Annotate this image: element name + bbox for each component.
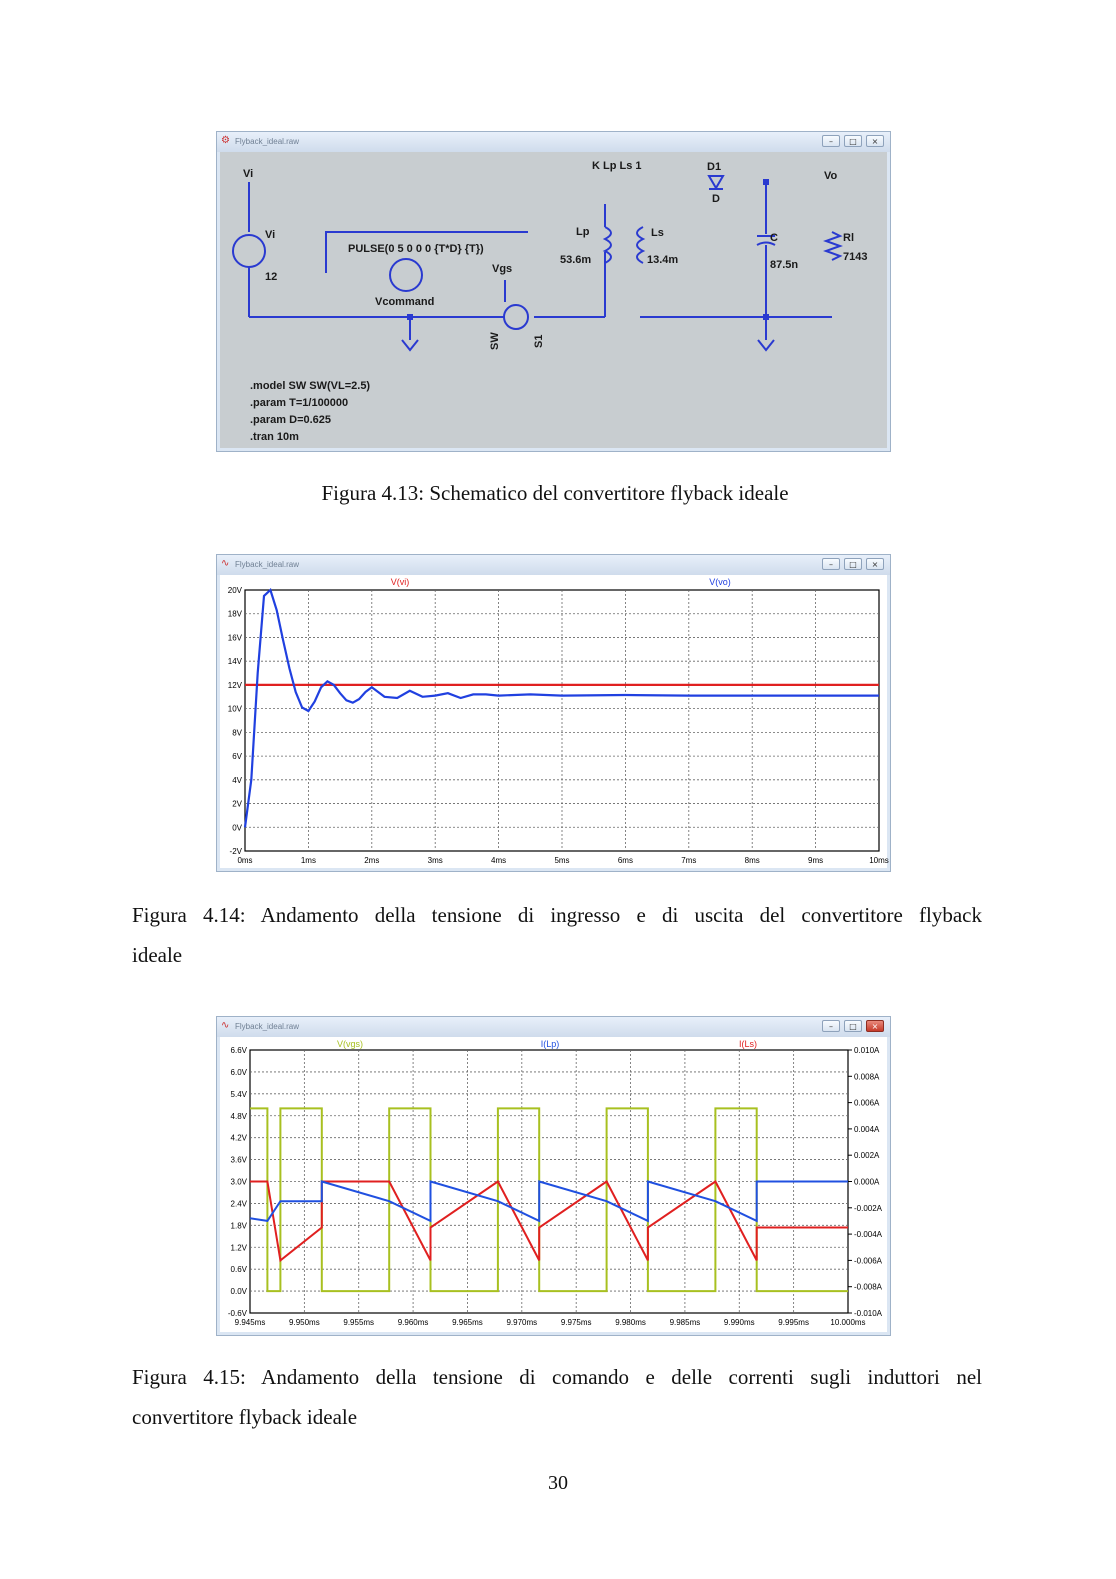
y-left-tick-label: 2.4V <box>230 1199 247 1209</box>
label-vi-value: 12 <box>265 271 278 283</box>
restore-button[interactable]: □ <box>844 558 862 570</box>
y-left-tick-label: 3.6V <box>230 1155 247 1165</box>
x-tick-label: 5ms <box>554 856 570 865</box>
y-left-tick-label: 4.8V <box>230 1111 247 1121</box>
spice-directive: .param T=1/100000 <box>250 397 349 409</box>
close-button[interactable]: × <box>866 558 884 570</box>
y-right-tick-label: 0.008A <box>854 1072 880 1082</box>
plot14-window <box>216 554 891 872</box>
y-right-tick-label: 0.004A <box>854 1124 880 1134</box>
y-left-tick-label: 1.2V <box>230 1243 247 1253</box>
plot14-canvas[interactable] <box>220 575 887 868</box>
legend-label: V(vi) <box>390 577 410 587</box>
label-rl: Rl <box>843 232 854 244</box>
y-right-tick-label: -0.010A <box>854 1309 883 1318</box>
label-d1: D1 <box>707 161 722 173</box>
waveform-icon: ∿ <box>221 558 230 569</box>
switch-s1 <box>504 305 528 329</box>
label-pulse: PULSE(0 5 0 0 0 {T*D} {T}) <box>348 243 484 255</box>
voltage-source-vi <box>233 235 265 267</box>
y-right-tick-label: -0.006A <box>854 1256 883 1266</box>
y-tick-label: 4V <box>232 775 242 785</box>
label-ls: Ls <box>651 227 664 239</box>
figure-14-caption-line2: ideale <box>132 943 183 967</box>
figure-15-caption-line2: convertitore flyback ideale <box>132 1405 358 1429</box>
plot15-titlebar <box>217 1017 890 1037</box>
x-tick-label: 9.985ms <box>669 1318 701 1327</box>
y-left-tick-label: 6.6V <box>230 1046 247 1055</box>
figure-14-caption-line1: Figura 4.14: Andamento della tensione di ingresso e di uscita del convertitore flyback <box>132 903 982 927</box>
x-tick-label: 9ms <box>808 856 824 865</box>
diode-d1 <box>709 176 723 188</box>
y-tick-label: 0V <box>232 823 242 833</box>
label-vi-node: Vi <box>243 168 254 180</box>
y-tick-label: 20V <box>227 586 242 595</box>
y-tick-label: 6V <box>232 752 242 762</box>
y-right-tick-label: -0.008A <box>854 1282 883 1292</box>
x-tick-label: 9.970ms <box>506 1318 538 1327</box>
inductor-ls <box>637 227 643 263</box>
ground-symbol <box>758 340 774 350</box>
voltage-source-vcommand <box>390 259 422 291</box>
label-ls-value: 13.4m <box>647 254 679 266</box>
spice-directive: .param D=0.625 <box>250 414 332 426</box>
schematic-drawing <box>220 152 889 450</box>
legend-label: I(Lp) <box>540 1039 560 1049</box>
restore-button[interactable]: □ <box>844 135 862 147</box>
y-left-tick-label: 4.2V <box>230 1133 247 1143</box>
restore-button[interactable]: □ <box>844 1020 862 1032</box>
y-right-tick-label: 0.010A <box>854 1046 880 1055</box>
resistor-rl <box>826 232 840 260</box>
minimize-button[interactable]: – <box>822 1020 840 1032</box>
x-tick-label: 10ms <box>869 856 889 865</box>
figure-15-caption-line1: Figura 4.15: Andamento della tensione di comando e delle correnti sugli induttori nel <box>132 1365 982 1389</box>
schematic-window-title: Flyback_ideal.raw <box>235 137 300 146</box>
figure-13-caption: Figura 4.13: Schematico del convertitore flyback ideale <box>321 481 789 505</box>
y-tick-label: 14V <box>227 657 242 667</box>
y-tick-label: 10V <box>227 704 242 714</box>
label-s1: S1 <box>533 334 545 348</box>
page-number: 30 <box>548 1472 568 1494</box>
x-tick-label: 9.945ms <box>234 1318 266 1327</box>
x-tick-label: 9.980ms <box>615 1318 646 1327</box>
y-tick-label: 2V <box>232 799 242 809</box>
y-tick-label: -2V <box>229 847 242 856</box>
y-left-tick-label: 3.0V <box>230 1177 247 1187</box>
x-tick-label: 9.975ms <box>560 1318 592 1327</box>
y-right-tick-label: -0.004A <box>854 1230 883 1240</box>
plot15-chart <box>220 1037 889 1334</box>
legend-label: V(vgs) <box>336 1039 364 1049</box>
x-tick-label: 9.960ms <box>397 1318 429 1327</box>
label-vcommand: Vcommand <box>375 296 435 308</box>
x-tick-label: 6ms <box>617 856 633 865</box>
x-tick-label: 2ms <box>364 856 380 865</box>
legend-label: I(Ls) <box>739 1039 757 1049</box>
schematic-titlebar <box>217 132 890 152</box>
legend-label: V(vo) <box>709 577 731 587</box>
spice-directive: .model SW SW(VL=2.5) <box>250 380 371 392</box>
schematic-window <box>216 131 891 452</box>
label-coupling: K Lp Ls 1 <box>592 160 642 172</box>
y-left-tick-label: 5.4V <box>230 1089 247 1099</box>
plot15-canvas[interactable] <box>220 1037 887 1332</box>
y-right-tick-label: 0.002A <box>854 1151 880 1161</box>
x-tick-label: 10.000ms <box>830 1318 866 1327</box>
waveform-icon: ∿ <box>221 1020 230 1031</box>
x-tick-label: 9.995ms <box>778 1318 809 1327</box>
x-tick-label: 1ms <box>300 856 316 865</box>
label-vo: Vo <box>824 170 838 182</box>
label-vi-source: Vi <box>265 229 276 241</box>
x-tick-label: 0ms <box>237 856 253 865</box>
plot15-window <box>216 1016 891 1336</box>
plot15-window-title: Flyback_ideal.raw <box>235 1022 300 1031</box>
y-tick-label: 12V <box>227 680 242 690</box>
minimize-button[interactable]: – <box>822 558 840 570</box>
x-tick-label: 9.955ms <box>343 1318 375 1327</box>
plot14-chart <box>220 575 889 870</box>
y-left-tick-label: 0.6V <box>230 1265 247 1275</box>
x-tick-label: 4ms <box>491 856 507 865</box>
close-button[interactable]: × <box>866 135 884 147</box>
y-tick-label: 18V <box>227 609 242 619</box>
y-tick-label: 16V <box>227 633 242 643</box>
plot14-titlebar <box>217 555 890 575</box>
y-tick-label: 8V <box>232 728 242 738</box>
label-rl-value: 7143 <box>843 251 868 263</box>
y-right-tick-label: 0.006A <box>854 1098 880 1108</box>
junction-dot <box>763 314 769 320</box>
label-c-value: 87.5n <box>770 259 799 271</box>
y-right-tick-label: 0.000A <box>854 1177 880 1187</box>
y-right-tick-label: -0.002A <box>854 1203 883 1213</box>
y-left-tick-label: -0.6V <box>227 1309 247 1318</box>
plot14-window-title: Flyback_ideal.raw <box>235 560 300 569</box>
y-left-tick-label: 1.8V <box>230 1221 247 1231</box>
label-c: C <box>770 232 778 244</box>
label-d-model: D <box>712 193 720 205</box>
x-tick-label: 7ms <box>681 856 697 865</box>
x-tick-label: 9.965ms <box>452 1318 483 1327</box>
label-lp: Lp <box>576 226 590 238</box>
junction-dot <box>763 179 769 185</box>
x-tick-label: 9.990ms <box>723 1318 755 1327</box>
x-tick-label: 9.950ms <box>289 1318 320 1327</box>
ground-symbol <box>402 340 418 350</box>
label-sw: SW <box>489 332 501 350</box>
close-button[interactable]: × <box>866 1020 884 1032</box>
figure-15-caption <box>132 1357 982 1437</box>
x-tick-label: 8ms <box>744 856 760 865</box>
spice-directive: .tran 10m <box>250 431 299 443</box>
figure-14-caption <box>132 895 982 975</box>
label-vgs: Vgs <box>492 263 513 275</box>
junction-dot <box>407 314 413 320</box>
minimize-button[interactable]: – <box>822 135 840 147</box>
label-lp-value: 53.6m <box>560 254 592 266</box>
y-left-tick-label: 0.0V <box>230 1287 247 1297</box>
schematic-canvas[interactable] <box>220 152 887 448</box>
x-tick-label: 3ms <box>427 856 443 865</box>
ltspice-icon: ⚙ <box>221 135 230 146</box>
y-left-tick-label: 6.0V <box>230 1067 247 1077</box>
